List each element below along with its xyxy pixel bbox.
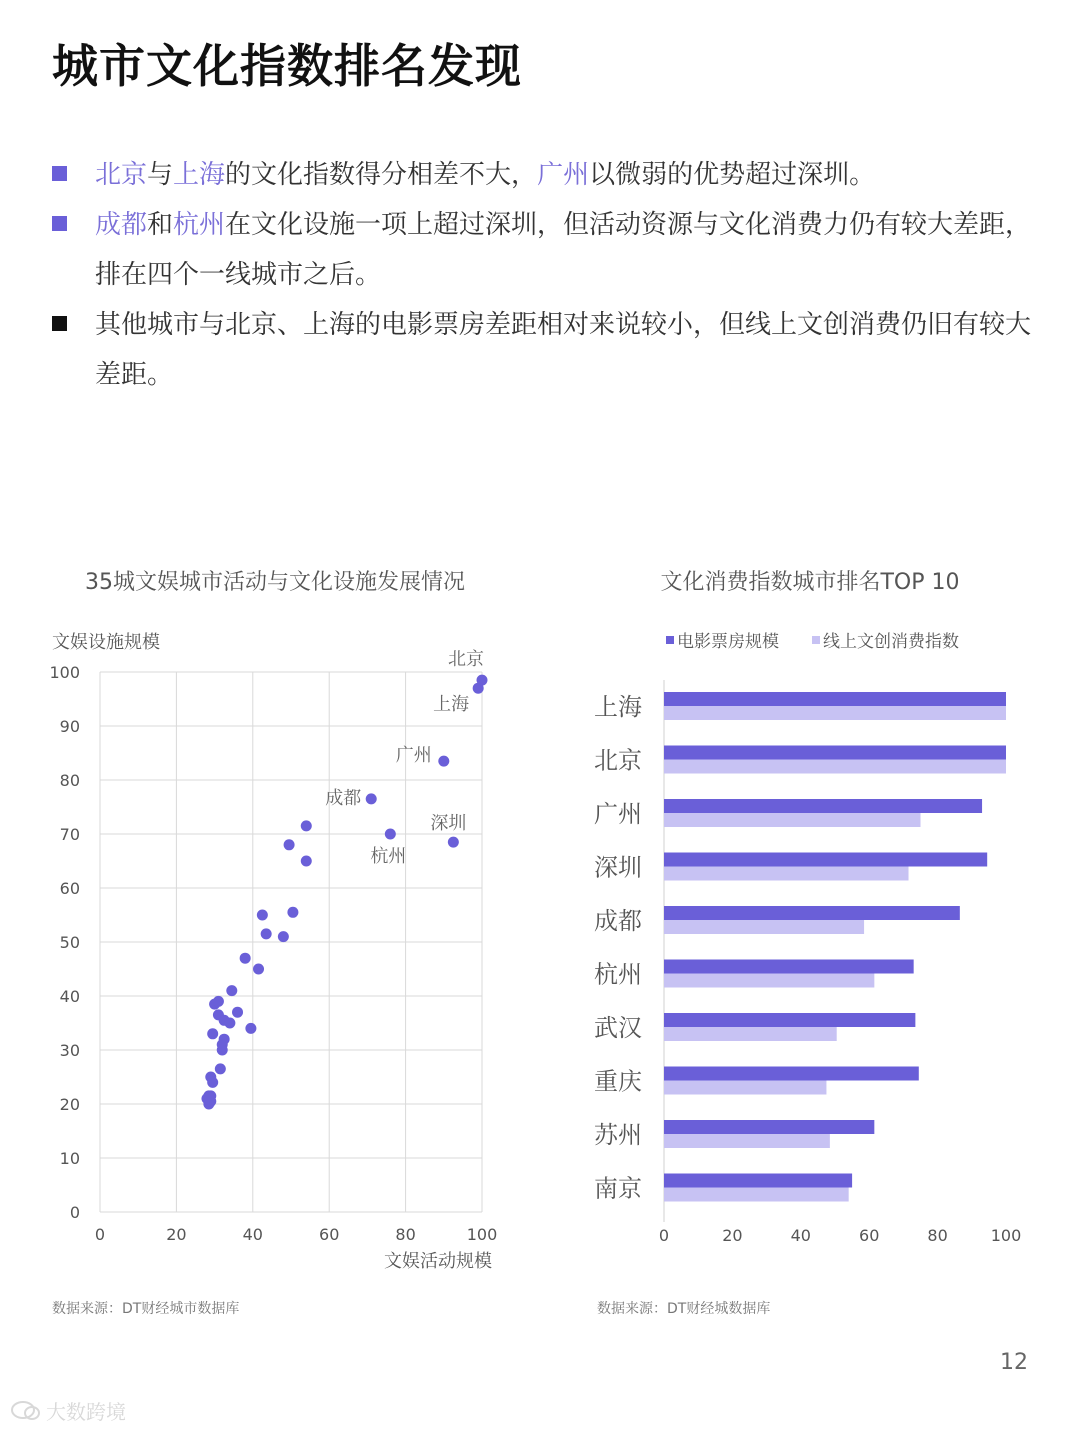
x-tick-label: 100 [466, 1225, 498, 1244]
bar [664, 706, 1006, 720]
y-tick-label: 20 [59, 1095, 80, 1114]
category-label: 苏州 [594, 1121, 642, 1149]
bar [664, 867, 909, 881]
y-tick-label: 70 [59, 825, 80, 844]
scatter-point [224, 1018, 235, 1029]
scatter-point [261, 928, 272, 939]
bar [664, 960, 914, 974]
watermark-text: 大数跨境 [46, 1400, 126, 1424]
legend-swatch [812, 636, 820, 644]
bar [664, 1013, 915, 1027]
y-axis-label: 文娱设施规模 [52, 632, 160, 653]
x-tick-label: 60 [859, 1226, 880, 1245]
category-label: 北京 [594, 746, 642, 775]
bullet-text: 和 [147, 210, 174, 240]
bar [664, 1120, 874, 1134]
scatter-point [203, 1090, 214, 1101]
x-tick-label: 100 [990, 1226, 1022, 1245]
bar-source: 数据来源：DT财经城数据库 [597, 1301, 771, 1317]
bullet-text: 以微弱的优势超过深圳。 [589, 160, 876, 190]
bullet-item [52, 200, 1032, 300]
scatter-point [213, 996, 224, 1007]
highlight-city: 广州 [537, 160, 590, 190]
category-label: 成都 [594, 907, 642, 935]
scatter-point [240, 953, 251, 964]
scatter-point [284, 839, 295, 850]
watermark [10, 1396, 126, 1425]
scatter-point [226, 985, 237, 996]
bar-chart [540, 620, 1060, 1280]
bullet-marker [52, 216, 67, 231]
point-label: 深圳 [430, 813, 467, 835]
scatter-point [207, 1028, 218, 1039]
x-tick-label: 40 [242, 1225, 263, 1244]
bullet-marker [52, 166, 67, 181]
bullet-list [52, 150, 1032, 400]
scatter-point [207, 1077, 218, 1088]
y-tick-label: 40 [59, 987, 80, 1006]
highlight-city: 北京 [95, 160, 148, 190]
x-tick-label: 0 [658, 1226, 670, 1245]
scatter-chart [0, 620, 540, 1280]
legend-label: 线上文创消费指数 [823, 632, 959, 652]
x-axis-label: 文娱活动规模 [384, 1251, 492, 1272]
bar [664, 813, 921, 827]
bar [664, 920, 864, 934]
bar [664, 1174, 852, 1188]
category-label: 广州 [594, 800, 642, 828]
point-label: 上海 [433, 694, 470, 716]
bullet-text: 的文化指数得分相差不大， [225, 160, 538, 190]
bar [664, 1081, 826, 1095]
x-tick-label: 60 [319, 1225, 340, 1244]
bar [664, 692, 1006, 706]
scatter-point [217, 1045, 228, 1056]
category-label: 杭州 [594, 960, 642, 989]
y-tick-label: 50 [59, 933, 80, 952]
highlight-city: 成都 [95, 210, 148, 240]
bullet-marker [52, 316, 67, 331]
bullet-item [52, 300, 1032, 400]
bar [664, 1067, 919, 1081]
category-label: 上海 [594, 693, 642, 721]
x-tick-label: 0 [94, 1225, 106, 1244]
x-tick-label: 20 [722, 1226, 743, 1245]
scatter-point [215, 1063, 226, 1074]
x-tick-label: 20 [166, 1225, 187, 1244]
bar [664, 853, 987, 867]
x-tick-label: 80 [395, 1225, 416, 1244]
y-tick-label: 0 [69, 1203, 80, 1222]
bar [664, 974, 874, 988]
scatter-point [473, 683, 484, 694]
bar [664, 799, 982, 813]
scatter-point [448, 837, 459, 848]
legend-swatch [666, 636, 674, 644]
scatter-point [385, 829, 396, 840]
watermark-logo-icon [10, 1400, 40, 1422]
bullet-text: 其他城市与北京、上海的电影票房差距相对来说较小，但线上文创消费仍旧有较大差距。 [95, 310, 1032, 390]
scatter-point [301, 856, 312, 867]
scatter-point [253, 964, 264, 975]
x-tick-label: 80 [927, 1226, 948, 1245]
y-tick-label: 80 [59, 771, 80, 790]
bar [664, 906, 960, 920]
bar-chart-title: 文化消费指数城市排名TOP 10 [660, 570, 960, 595]
category-label: 深圳 [594, 853, 642, 882]
highlight-city: 杭州 [173, 210, 226, 240]
y-tick-label: 60 [59, 879, 80, 898]
bullet-text: 在文化设施一项上超过深圳，但活动资源与文化消费力仍有较大差距，排在四个一线城市之后。 [95, 210, 1032, 290]
point-label: 北京 [448, 649, 484, 671]
scatter-point [278, 931, 289, 942]
bar [664, 1188, 849, 1202]
scatter-point [301, 820, 312, 831]
y-tick-label: 30 [59, 1041, 80, 1060]
bullet-item [52, 150, 1032, 200]
bar [664, 1027, 837, 1041]
bar [664, 1134, 830, 1148]
scatter-point [257, 910, 268, 921]
legend-label: 电影票房规模 [677, 632, 779, 652]
bullet-text: 与 [147, 160, 174, 190]
category-label: 重庆 [594, 1067, 642, 1096]
highlight-city: 上海 [173, 160, 226, 190]
scatter-chart-title: 35城文娱城市活动与文化设施发展情况 [85, 570, 465, 595]
scatter-point [287, 907, 298, 918]
point-label: 成都 [325, 787, 362, 809]
page-title: 城市文化指数排名发现 [52, 39, 522, 93]
scatter-point [232, 1007, 243, 1018]
point-label: 广州 [395, 745, 432, 767]
category-label: 武汉 [594, 1014, 642, 1042]
bar [664, 746, 1006, 760]
page-number: 12 [1000, 1350, 1028, 1375]
y-tick-label: 90 [59, 717, 80, 736]
scatter-point [245, 1023, 256, 1034]
category-label: 南京 [594, 1174, 642, 1203]
scatter-point [366, 793, 377, 804]
y-tick-label: 10 [59, 1149, 80, 1168]
y-tick-label: 100 [49, 663, 80, 682]
scatter-point [438, 756, 449, 767]
x-tick-label: 40 [790, 1226, 811, 1245]
point-label: 杭州 [370, 846, 407, 867]
bar [664, 760, 1006, 774]
scatter-source: 数据来源：DT财经城市数据库 [52, 1301, 240, 1317]
